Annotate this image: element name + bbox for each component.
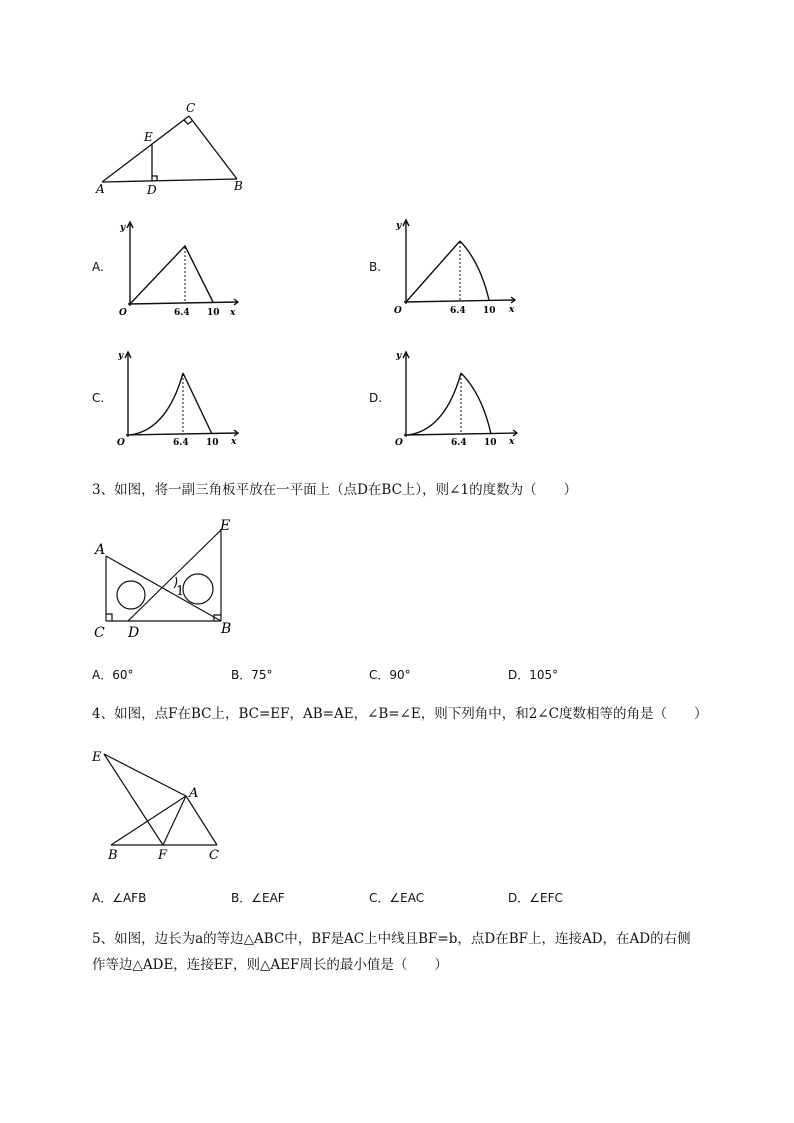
graph-option-c [112,342,244,450]
graph-option-d [390,342,522,450]
x-axis-label: x [509,305,515,315]
q3-choice-c[interactable]: C．90° [369,668,411,682]
point-label-c: C [186,101,196,115]
question-5-line-2: 作等边△ADE，连接EF，则△AEF周长的最小值是（ ） [92,957,448,973]
point-label-b: B [221,621,232,637]
question-4-text: 4、如图，点F在BC上，BC=EF，AB=AE，∠B=∠E，则下列角中，和2∠C度数相等的角是（ ） [92,706,708,722]
origin-label: O [117,438,125,448]
q4-choice-a[interactable]: A．∠AFB [92,891,147,905]
x-axis-label: x [231,437,237,447]
point-label-c: C [94,625,105,641]
x-axis-label: x [230,308,236,318]
point-label-e: E [144,130,153,144]
point-label-b: B [108,848,118,863]
triangle-figure-q2 [88,96,258,196]
q4-choice-d[interactable]: D．∠EFC [508,891,563,905]
set-squares-figure-q3 [88,514,248,644]
q3-choice-b[interactable]: B．75° [231,668,273,682]
point-label-b: B [234,179,243,193]
point-label-c: C [209,848,219,863]
tick-10: 10 [207,308,220,318]
option-b-label: B. [369,260,382,274]
option-a-label: A. [92,260,104,274]
question-5-line-1: 5、如图，边长为a的等边△ABC中，BF是AC上中线且BF=b，点D在BF上，连接AD，在AD的右侧 [92,931,691,947]
tick-6-4: 6.4 [174,308,190,318]
point-label-d: D [147,183,157,196]
point-label-d: D [128,625,140,641]
origin-label: O [394,306,402,316]
q4-choice-b[interactable]: B．∠EAF [231,891,285,905]
graph-option-b [390,210,522,318]
tick-10: 10 [483,306,496,316]
point-label-a: A [189,786,199,801]
point-label-a: A [95,542,106,558]
origin-label: O [395,438,403,448]
q3-choice-a[interactable]: A．60° [92,668,134,682]
x-axis-label: x [509,437,515,447]
angle-label-1: 1 [176,584,185,599]
tick-6-4: 6.4 [173,438,189,448]
triangle-figure-q4 [88,742,238,867]
tick-10: 10 [206,438,219,448]
origin-label: O [119,308,127,318]
question-3-text: 3、如图，将一副三角板平放在一平面上（点D在BC上），则∠1的度数为（ ） [92,482,578,498]
q3-choice-d[interactable]: D．105° [508,668,559,682]
point-label-e: E [92,750,102,765]
tick-6-4: 6.4 [450,306,466,316]
point-label-e: E [220,518,231,534]
option-d-label: D. [369,391,383,405]
y-axis-label: y [396,351,402,361]
tick-10: 10 [484,438,497,448]
point-label-a: A [96,182,105,196]
y-axis-label: y [396,221,402,231]
y-axis-label: y [118,351,124,361]
option-c-label: C. [92,391,105,405]
tick-6-4: 6.4 [451,438,467,448]
point-label-f: F [158,848,168,863]
y-axis-label: y [120,223,126,233]
q4-choice-c[interactable]: C．∠EAC [369,891,425,905]
graph-option-a [112,214,244,320]
